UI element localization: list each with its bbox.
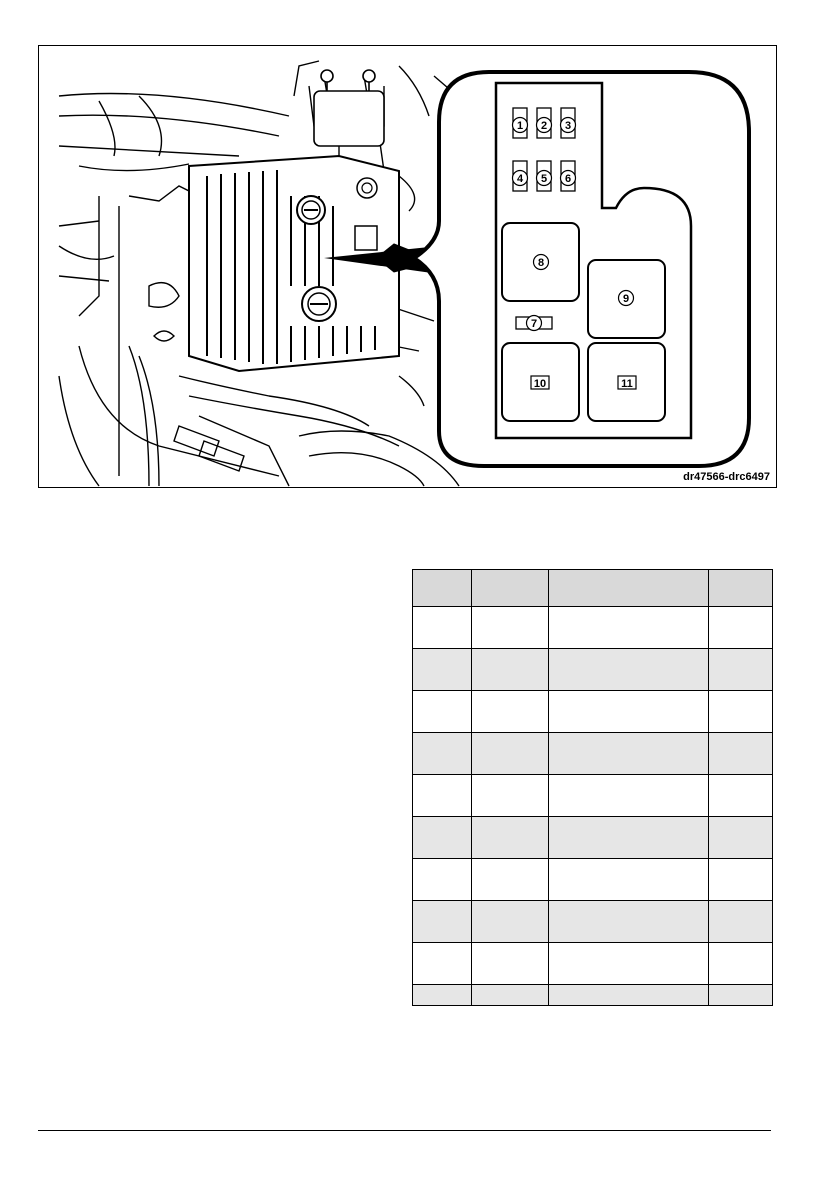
table-row [413,985,773,1006]
table-row [413,859,773,901]
callout-7: 7 [530,318,538,330]
callout-9: 9 [622,293,630,305]
figure-id-label: dr47566-drc6497 [683,471,770,483]
table-row [413,691,773,733]
table-cell [413,691,472,733]
callout-11: 11 [621,378,633,390]
callout-2: 2 [540,120,548,132]
table-cell [709,943,773,985]
table-cell [709,733,773,775]
table-cell [549,985,709,1006]
fuse-box-figure [38,45,777,488]
table-cell [472,649,549,691]
callout-3: 3 [564,120,572,132]
table-cell [709,817,773,859]
table-row [413,817,773,859]
table-cell [709,985,773,1006]
callout-6: 6 [564,173,572,185]
table-cell [413,859,472,901]
table-cell [709,607,773,649]
table-cell [413,943,472,985]
callout-4: 4 [516,173,524,185]
table-header-row [413,570,773,607]
solenoid [314,70,384,146]
table-cell [709,775,773,817]
table-cell [549,607,709,649]
callout-5: 5 [540,173,548,185]
table-cell [413,607,472,649]
table-cell [549,733,709,775]
table-cell [413,649,472,691]
callout-8: 8 [537,257,545,269]
table-cell [549,691,709,733]
table-cell [472,943,549,985]
table-cell [709,649,773,691]
table-cell [413,817,472,859]
table-cell [549,859,709,901]
table-header-cell [413,570,472,607]
table-row [413,607,773,649]
table-cell [709,859,773,901]
table-row [413,901,773,943]
table-cell [549,649,709,691]
table-cell [549,817,709,859]
table-row [413,649,773,691]
callout-10: 10 [533,378,547,390]
table-cell [413,901,472,943]
table-cell [413,775,472,817]
table-row [413,733,773,775]
table-header-cell [472,570,549,607]
table-header-cell [709,570,773,607]
table-cell [472,817,549,859]
table-row [413,943,773,985]
table-cell [709,691,773,733]
callout-1: 1 [516,120,524,132]
table-cell [413,985,472,1006]
table-cell [472,775,549,817]
table-cell [472,607,549,649]
table-cell [472,859,549,901]
table-cell [413,733,472,775]
table-cell [549,901,709,943]
table-cell [549,775,709,817]
table-cell [472,901,549,943]
fuse-specification-table [412,569,773,1006]
table-cell [472,985,549,1006]
table-cell [472,733,549,775]
table-cell [709,901,773,943]
table-cell [472,691,549,733]
engine-bay-illustration [39,46,777,488]
table-cell [549,943,709,985]
table-row [413,775,773,817]
table-header-cell [549,570,709,607]
footer-divider [38,1130,771,1131]
